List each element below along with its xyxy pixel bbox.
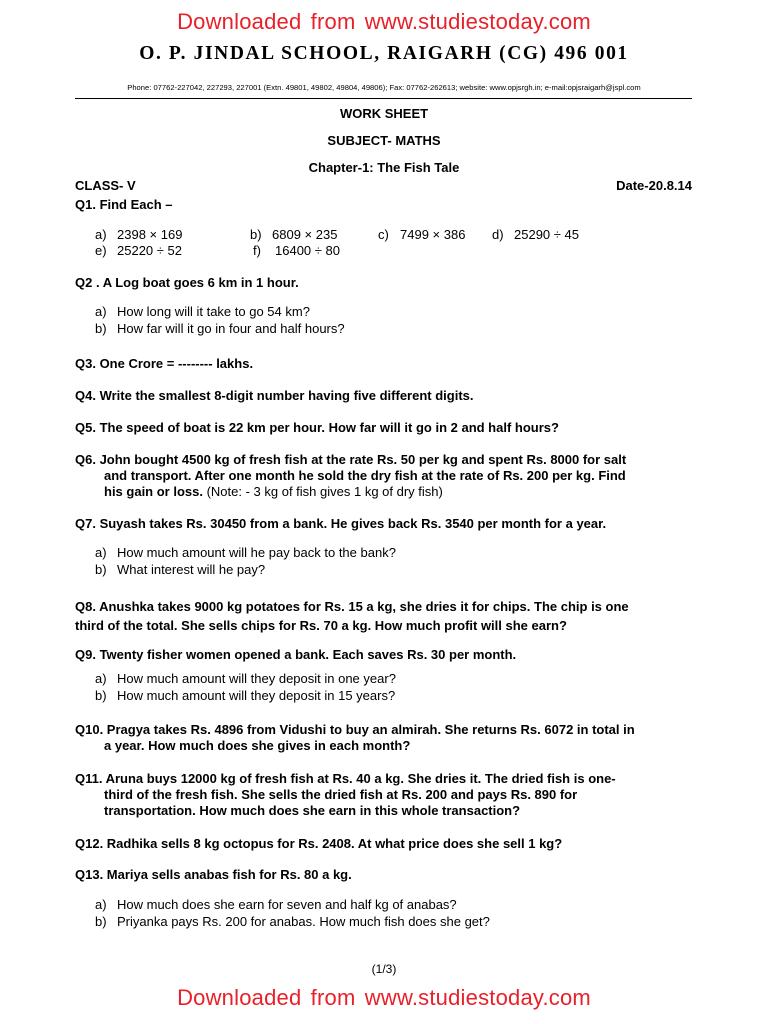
subject-title: SUBJECT- MATHS (327, 133, 441, 148)
q1-option-a: a) 2398 × 169 (95, 227, 183, 242)
q1-option-f: f) 16400 ÷ 80 (253, 243, 340, 258)
download-banner-bottom: Downloaded from www.studiestoday.com (177, 985, 591, 1010)
question-9: Q9. Twenty fisher women opened a bank. Each saves Rs. 30 per month. (75, 647, 517, 662)
q13-option-b: b) Priyanka pays Rs. 200 for anabas. How much fish does she get? (95, 914, 490, 929)
question-2: Q2 . A Log boat goes 6 km in 1 hour. (75, 275, 299, 290)
header-divider (75, 98, 692, 99)
download-banner-top: Downloaded from www.studiestoday.com (177, 9, 591, 34)
q1-option-b: b) 6809 × 235 (250, 227, 338, 242)
worksheet-title: WORK SHEET (339, 106, 429, 121)
question-4: Q4. Write the smallest 8-digit number having five different digits. (75, 388, 474, 403)
chapter-title: Chapter-1: The Fish Tale (308, 160, 460, 175)
q9-option-a: a) How much amount will they deposit in one year? (95, 671, 396, 686)
q2-option-b: b) How far will it go in four and half hours? (95, 321, 345, 336)
q1-option-d: d) 25290 ÷ 45 (492, 227, 579, 242)
q1-option-e: e) 25220 ÷ 52 (95, 243, 182, 258)
q2-option-a: a) How long will it take to go 54 km? (95, 304, 310, 319)
school-name: O. P. JINDAL SCHOOL, RAIGARH (CG) 496 001 (139, 43, 629, 64)
q7-option-a: a) How much amount will he pay back to the bank? (95, 545, 396, 560)
question-3: Q3. One Crore = -------- lakhs. (75, 356, 254, 371)
page-number: (1/3) (371, 962, 397, 976)
q13-option-a: a) How much does she earn for seven and half kg of anabas? (95, 897, 457, 912)
question-12: Q12. Radhika sells 8 kg octopus for Rs. 2408. At what price does she sell 1 kg? (75, 836, 563, 851)
question-10: Q10. Pragya takes Rs. 4896 from Vidushi to buy an almirah. She returns Rs. 6072 in total in a year. How much does she gives in each month? (75, 722, 635, 753)
question-5: Q5. The speed of boat is 22 km per hour. How far will it go in 2 and half hours? (75, 420, 559, 435)
question-8: Q8. Anushka takes 9000 kg potatoes for Rs. 15 a kg, she dries it for chips. The chip is one third of the total. She sells chips for Rs. 70 a kg. How much profit will she earn? (75, 599, 629, 633)
question-11: Q11. Aruna buys 12000 kg of fresh fish at Rs. 40 a kg. She dries it. The dried fish is one- third of the fresh fish. She sells the dried fish at Rs. 200 and pays Rs. 890 for transportation. How much does she earn in this whole transaction? (75, 771, 616, 818)
question-7: Q7. Suyash takes Rs. 30450 from a bank. He gives back Rs. 3540 per month for a year. (75, 516, 607, 531)
date-label: Date-20.8.14 (616, 178, 692, 193)
q7-option-b: b) What interest will he pay? (95, 562, 266, 577)
question-13: Q13. Mariya sells anabas fish for Rs. 80 a kg. (75, 867, 352, 882)
class-label: CLASS- V (75, 178, 136, 193)
question-1: Q1. Find Each – (75, 197, 173, 212)
q1-option-c: c) 7499 × 386 (378, 227, 466, 242)
school-contact: Phone: 07762-227042, 227293, 227001 (Extn. 49801, 49802, 49804, 49806); Fax: 07762-262613; website: www.opjsrgh.in; e-mail:opjsraigarh@jspl.com (127, 83, 641, 92)
q9-option-b: b) How much amount will they deposit in 15 years? (95, 688, 396, 703)
question-6: Q6. John bought 4500 kg of fresh fish at the rate Rs. 50 per kg and spent Rs. 8000 for salt and transport. After one month he sold the dry fish at the rate of Rs. 200 per kg. Find his gain or loss. (Note: - 3 kg of fish gives 1 kg of dry fish) (75, 452, 627, 499)
